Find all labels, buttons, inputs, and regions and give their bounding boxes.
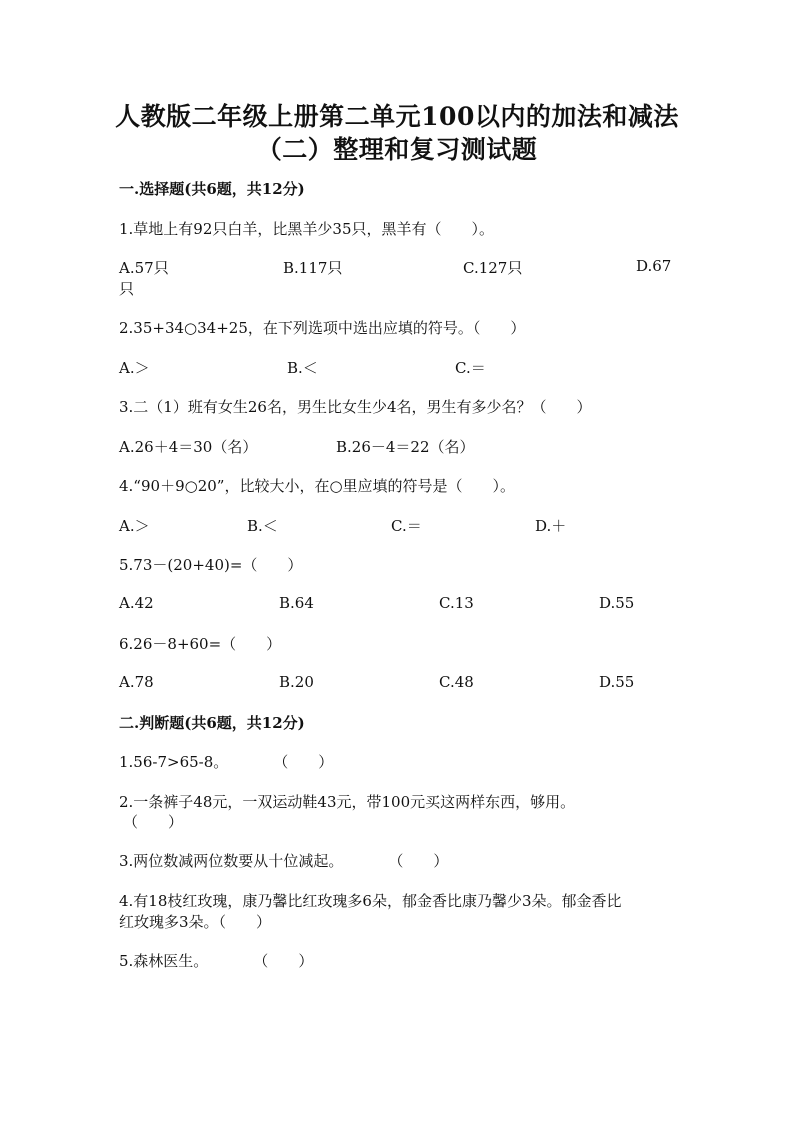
judgement-question-4: 4.有18枝红玫瑰，康乃馨比红玫瑰多6朵，郁金香比康乃馨少3朵。郁金香比	[119, 892, 622, 910]
judgement-question-5: 5.森林医生。 （ ）	[119, 952, 314, 970]
judgement-question-4-line2: 红玫瑰多3朵。（ ）	[119, 913, 272, 931]
page-title-line1: 人教版二年级上册第二单元100以内的加法和减法	[115, 102, 679, 131]
q1-option-d[interactable]: D.67	[636, 257, 672, 275]
q2-option-a[interactable]: A.＞	[119, 359, 150, 377]
q1-option-a[interactable]: A.57只	[119, 259, 169, 277]
page-title-line2: （二）整理和复习测试题	[256, 135, 538, 164]
q2-option-c[interactable]: C.＝	[455, 359, 486, 377]
choice-question-2: 2.35+34○34+25，在下列选项中选出应填的符号。（ ）	[119, 319, 526, 337]
q4-option-d[interactable]: D.＋	[535, 517, 567, 535]
q6-option-d[interactable]: D.55	[599, 673, 635, 691]
q5-option-b[interactable]: B.64	[279, 594, 314, 612]
q1-option-b[interactable]: B.117只	[283, 259, 343, 277]
choice-question-4: 4.“90＋9○20”，比较大小，在○里应填的符号是（ ）。	[119, 477, 516, 495]
judgement-question-1: 1.56-7>65-8。 （ ）	[119, 753, 334, 771]
q1-option-c[interactable]: C.127只	[463, 259, 523, 277]
q6-option-b[interactable]: B.20	[279, 673, 314, 691]
q4-option-a[interactable]: A.＞	[119, 517, 150, 535]
section-heading-choice: 一.选择题(共6题，共12分)	[119, 180, 305, 198]
q5-option-a[interactable]: A.42	[119, 594, 154, 612]
choice-question-5: 5.73－(20+40)=（ ）	[119, 556, 303, 574]
judgement-question-3: 3.两位数减两位数要从十位减起。 （ ）	[119, 852, 449, 870]
judgement-question-2: 2.一条裤子48元，一双运动鞋43元，带100元买这两样东西，够用。	[119, 793, 576, 811]
choice-question-1: 1.草地上有92只白羊，比黑羊少35只，黑羊有（ ）。	[119, 220, 494, 238]
q6-option-c[interactable]: C.48	[439, 673, 474, 691]
q1-option-d-wrap: 只	[119, 280, 135, 298]
q5-option-c[interactable]: C.13	[439, 594, 474, 612]
choice-question-3: 3.二（1）班有女生26名，男生比女生少4名，男生有多少名？（ ）	[119, 398, 592, 416]
q4-option-c[interactable]: C.＝	[391, 517, 422, 535]
q6-option-a[interactable]: A.78	[119, 673, 154, 691]
q2-option-b[interactable]: B.＜	[287, 359, 318, 377]
q3-option-a[interactable]: A.26＋4＝30（名）	[119, 438, 258, 456]
q4-option-b[interactable]: B.＜	[247, 517, 278, 535]
q5-option-d[interactable]: D.55	[599, 594, 635, 612]
choice-question-6: 6.26－8+60=（ ）	[119, 635, 282, 653]
section-heading-judgement: 二.判断题(共6题，共12分)	[119, 714, 305, 732]
judgement-question-2-answer: （ ）	[123, 813, 184, 831]
q3-option-b[interactable]: B.26－4＝22（名）	[336, 438, 475, 456]
